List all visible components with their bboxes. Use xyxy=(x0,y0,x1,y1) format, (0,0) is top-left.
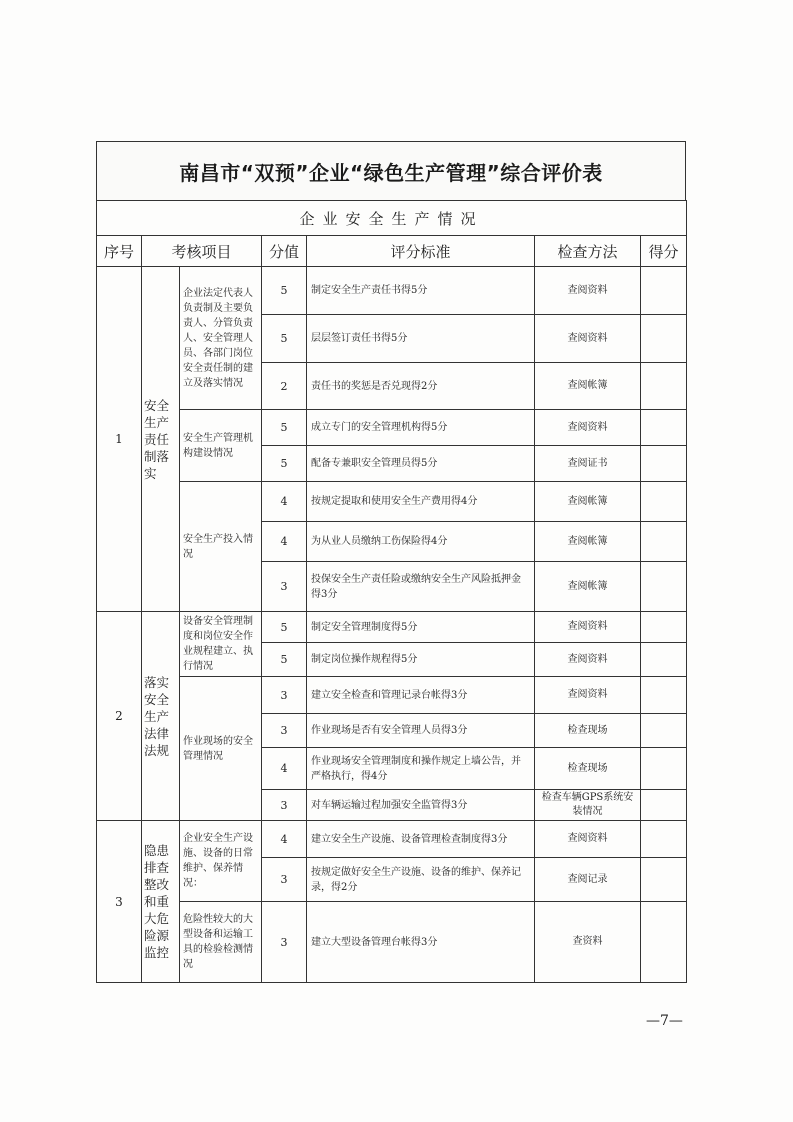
method-cell: 查阅记录 xyxy=(535,858,641,902)
table-row xyxy=(97,482,687,522)
item-cell: 危险性较大的大型设备和运输工具的检验检测情况 xyxy=(180,902,262,983)
table-row xyxy=(97,821,687,858)
score-cell: 4 xyxy=(262,482,307,522)
method-cell: 查阅资料 xyxy=(535,821,641,858)
standard-cell: 配备专兼职安全管理员得5分 xyxy=(307,446,535,482)
standard-cell: 层层签订责任书得5分 xyxy=(307,315,535,363)
method-cell: 查阅资料 xyxy=(535,677,641,714)
score-cell: 5 xyxy=(262,315,307,363)
section-header-row xyxy=(97,201,687,236)
result-cell xyxy=(641,446,687,482)
method-cell: 查阅证书 xyxy=(535,446,641,482)
score-cell: 5 xyxy=(262,410,307,446)
standard-cell: 建立大型设备管理台帐得3分 xyxy=(307,902,535,983)
section-title: 企业安全生产情况 xyxy=(97,201,687,236)
score-cell: 3 xyxy=(262,562,307,612)
method-cell: 查阅资料 xyxy=(535,643,641,677)
standard-cell: 按规定做好安全生产设施、设备的维护、保养记录，得2分 xyxy=(307,858,535,902)
score-cell: 3 xyxy=(262,858,307,902)
item-cell: 企业安全生产设施、设备的日常维护、保养情况： xyxy=(180,821,262,902)
result-cell xyxy=(641,714,687,748)
category-cell: 隐患排查整改和重大危险源监控 xyxy=(142,821,180,983)
column-header-row xyxy=(97,236,687,267)
score-cell: 2 xyxy=(262,363,307,410)
score-cell: 3 xyxy=(262,790,307,821)
method-cell: 检查现场 xyxy=(535,714,641,748)
item-cell: 设备安全管理制度和岗位安全作业规程建立、执行情况 xyxy=(180,612,262,677)
method-cell: 查阅资料 xyxy=(535,410,641,446)
header-method: 检查方法 xyxy=(535,236,641,267)
standard-cell: 制定安全生产责任书得5分 xyxy=(307,267,535,315)
score-cell: 3 xyxy=(262,677,307,714)
form-title-box xyxy=(96,141,686,200)
table-row xyxy=(97,267,687,315)
seq-cell: 1 xyxy=(97,267,142,612)
method-cell: 查阅帐簿 xyxy=(535,562,641,612)
result-cell xyxy=(641,522,687,562)
score-cell: 5 xyxy=(262,643,307,677)
standard-cell: 成立专门的安全管理机构得5分 xyxy=(307,410,535,446)
item-cell: 安全生产投入情况 xyxy=(180,482,262,612)
result-cell xyxy=(641,902,687,983)
header-standard: 评分标准 xyxy=(307,236,535,267)
header-result: 得分 xyxy=(641,236,687,267)
item-cell: 作业现场的安全管理情况 xyxy=(180,677,262,821)
result-cell xyxy=(641,643,687,677)
standard-cell: 建立安全生产设施、设备管理检查制度得3分 xyxy=(307,821,535,858)
method-cell: 查阅帐簿 xyxy=(535,482,641,522)
standard-cell: 投保安全生产责任险或缴纳安全生产风险抵押金得3分 xyxy=(307,562,535,612)
result-cell xyxy=(641,482,687,522)
method-cell: 查阅资料 xyxy=(535,612,641,643)
item-cell: 安全生产管理机构建设情况 xyxy=(180,410,262,482)
seq-cell: 2 xyxy=(97,612,142,821)
method-cell: 查阅资料 xyxy=(535,315,641,363)
result-cell xyxy=(641,363,687,410)
evaluation-table xyxy=(96,200,687,983)
table-row xyxy=(97,612,687,643)
result-cell xyxy=(641,267,687,315)
category-cell: 落实安全生产法律法规 xyxy=(142,612,180,821)
seq-cell: 3 xyxy=(97,821,142,983)
standard-cell: 按规定提取和使用安全生产费用得4分 xyxy=(307,482,535,522)
table-row xyxy=(97,410,687,446)
score-cell: 5 xyxy=(262,267,307,315)
item-cell: 企业法定代表人负责制及主要负责人、分管负责人、安全管理人员、各部门岗位安全责任制的建立及落实情况 xyxy=(180,267,262,410)
method-cell: 查阅帐簿 xyxy=(535,363,641,410)
result-cell xyxy=(641,748,687,790)
score-cell: 3 xyxy=(262,714,307,748)
method-cell: 查阅帐簿 xyxy=(535,522,641,562)
score-cell: 5 xyxy=(262,446,307,482)
standard-cell: 制定岗位操作规程得5分 xyxy=(307,643,535,677)
score-cell: 4 xyxy=(262,522,307,562)
score-cell: 5 xyxy=(262,612,307,643)
standard-cell: 作业现场是否有安全管理人员得3分 xyxy=(307,714,535,748)
standard-cell: 对车辆运输过程加强安全监管得3分 xyxy=(307,790,535,821)
header-item: 考核项目 xyxy=(142,236,262,267)
category-cell: 安全生产责任制落实 xyxy=(142,267,180,612)
result-cell xyxy=(641,677,687,714)
standard-cell: 制定安全管理制度得5分 xyxy=(307,612,535,643)
result-cell xyxy=(641,858,687,902)
page-number: —7— xyxy=(646,1013,683,1029)
result-cell xyxy=(641,562,687,612)
method-cell: 查资料 xyxy=(535,902,641,983)
form-title: 南昌市“双预”企业“绿色生产管理”综合评价表 xyxy=(179,160,603,185)
score-cell: 3 xyxy=(262,902,307,983)
result-cell xyxy=(641,612,687,643)
method-cell: 查阅资料 xyxy=(535,267,641,315)
standard-cell: 作业现场安全管理制度和操作规定上墙公告，并严格执行，得4分 xyxy=(307,748,535,790)
standard-cell: 为从业人员缴纳工伤保险得4分 xyxy=(307,522,535,562)
standard-cell: 责任书的奖惩是否兑现得2分 xyxy=(307,363,535,410)
result-cell xyxy=(641,790,687,821)
result-cell xyxy=(641,821,687,858)
table-row xyxy=(97,902,687,983)
header-seq: 序号 xyxy=(97,236,142,267)
result-cell xyxy=(641,410,687,446)
result-cell xyxy=(641,315,687,363)
method-cell: 检查现场 xyxy=(535,748,641,790)
standard-cell: 建立安全检查和管理记录台帐得3分 xyxy=(307,677,535,714)
header-score: 分值 xyxy=(262,236,307,267)
method-cell: 检查车辆GPS系统安装情况 xyxy=(535,790,641,821)
score-cell: 4 xyxy=(262,821,307,858)
table-row xyxy=(97,677,687,714)
score-cell: 4 xyxy=(262,748,307,790)
